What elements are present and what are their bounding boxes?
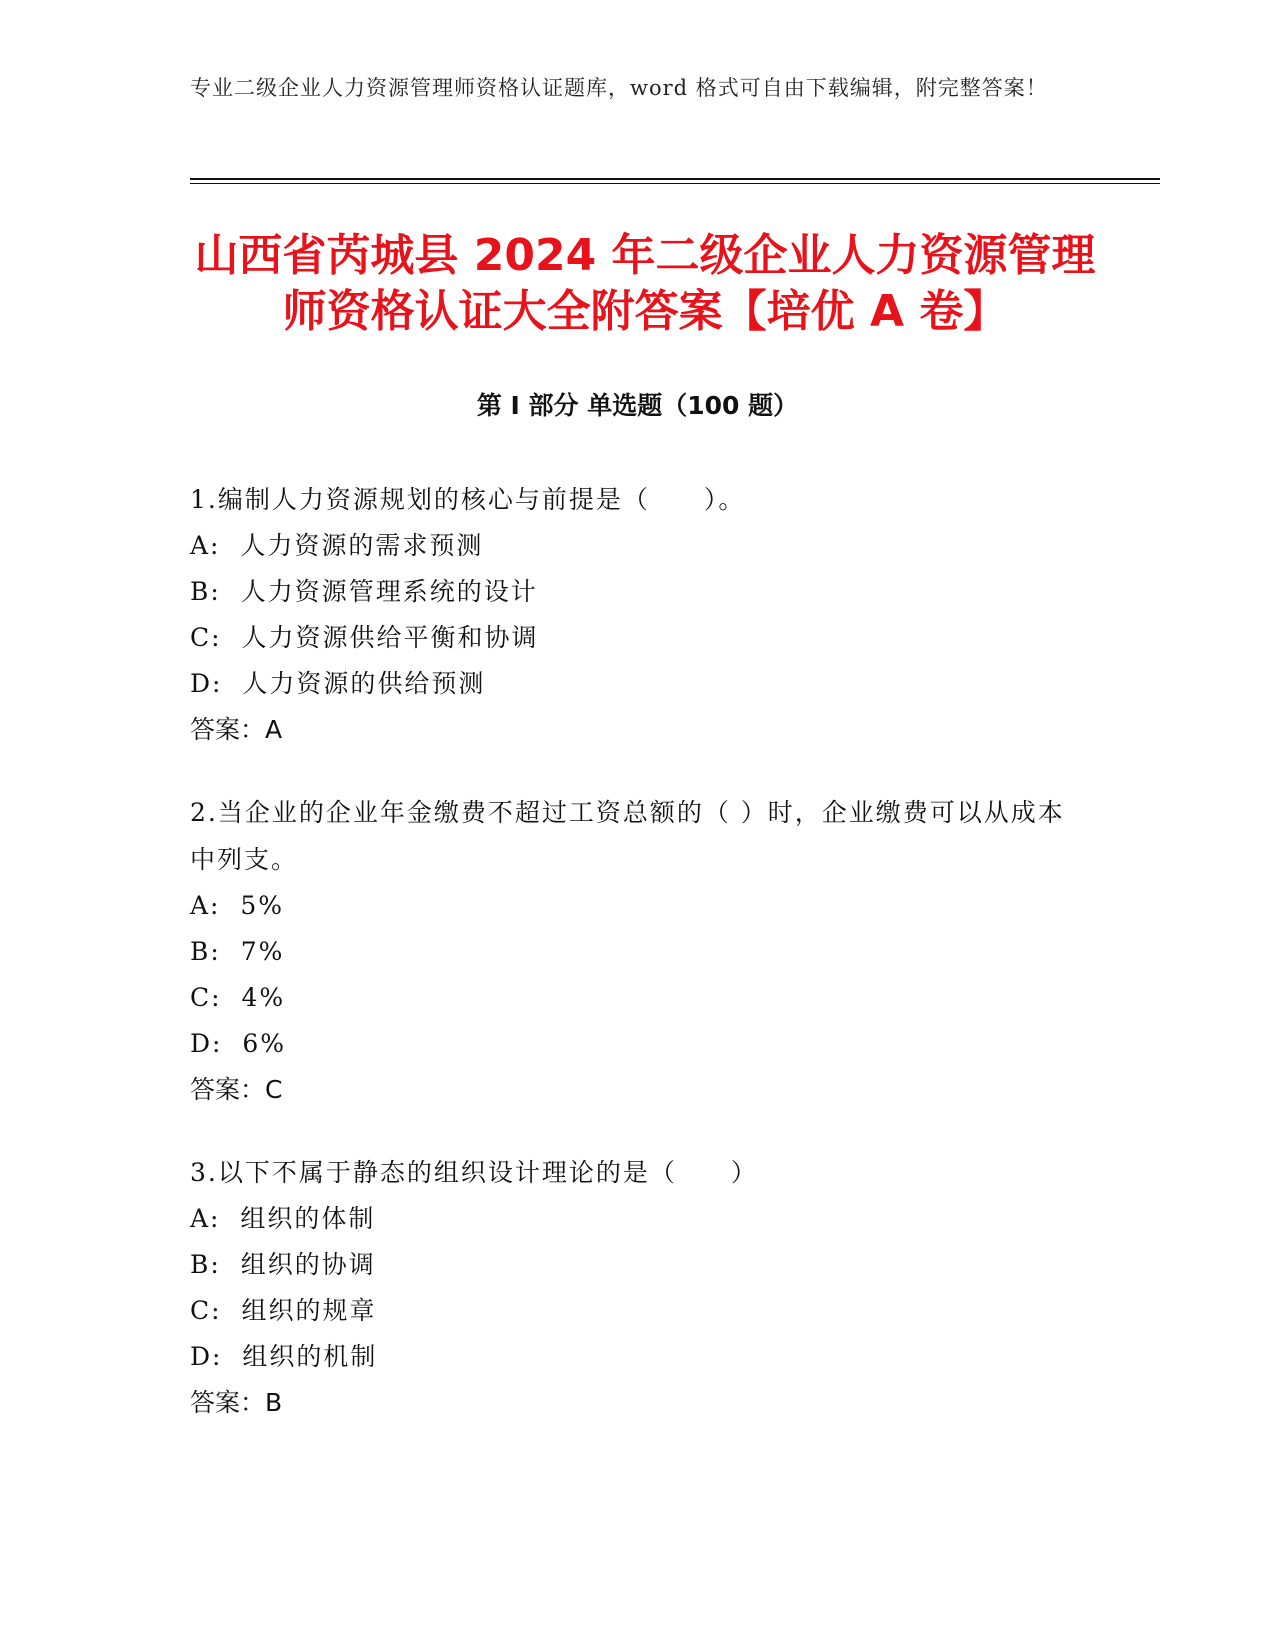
section-heading: 第 I 部分 单选题（100 题） <box>476 391 799 420</box>
header-note: 专业二级企业人力资源管理师资格认证题库，word 格式可自由下载编辑，附完整答案！ <box>190 76 1048 100</box>
document-title-line-1: 山西省芮城县 2024 年二级企业人力资源管理 <box>194 230 1096 281</box>
answer-line: 答案：B <box>190 1388 283 1417</box>
option-b: B: 人力资源管理系统的设计 <box>190 577 538 606</box>
option-a: A: 组织的体制 <box>190 1204 376 1233</box>
option-c: C: 4% <box>190 983 286 1012</box>
question-stem: 3.以下不属于静态的组织设计理论的是（ ） <box>190 1158 758 1187</box>
option-a: A: 人力资源的需求预测 <box>190 531 484 560</box>
document-title <box>185 228 1105 340</box>
option-d: D: 6% <box>190 1029 287 1058</box>
answer-line: 答案：A <box>190 715 283 744</box>
option-d: D: 组织的机制 <box>190 1342 378 1371</box>
option-c: C: 人力资源供给平衡和协调 <box>190 623 539 652</box>
option-a: A: 5% <box>190 891 285 920</box>
header-divider-thin <box>190 183 1160 184</box>
question-3 <box>190 1149 1090 1426</box>
option-d: D: 人力资源的供给预测 <box>190 669 486 698</box>
header-divider-thick <box>190 178 1160 180</box>
option-c: C: 组织的规章 <box>190 1296 377 1325</box>
option-b: B: 组织的协调 <box>190 1250 376 1279</box>
question-1 <box>190 476 1090 753</box>
document-title-line-2: 师资格认证大全附答案【培优 A 卷】 <box>282 286 1008 337</box>
question-2 <box>190 789 1090 1113</box>
question-stem: 1.编制人力资源规划的核心与前提是（ ）。 <box>190 485 746 514</box>
question-stem: 2.当企业的企业年金缴费不超过工资总额的（ ）时，企业缴费可以从成本中列支。 <box>190 798 1065 874</box>
question-list <box>190 476 1090 1462</box>
answer-line: 答案：C <box>190 1075 283 1104</box>
option-b: B: 7% <box>190 937 285 966</box>
